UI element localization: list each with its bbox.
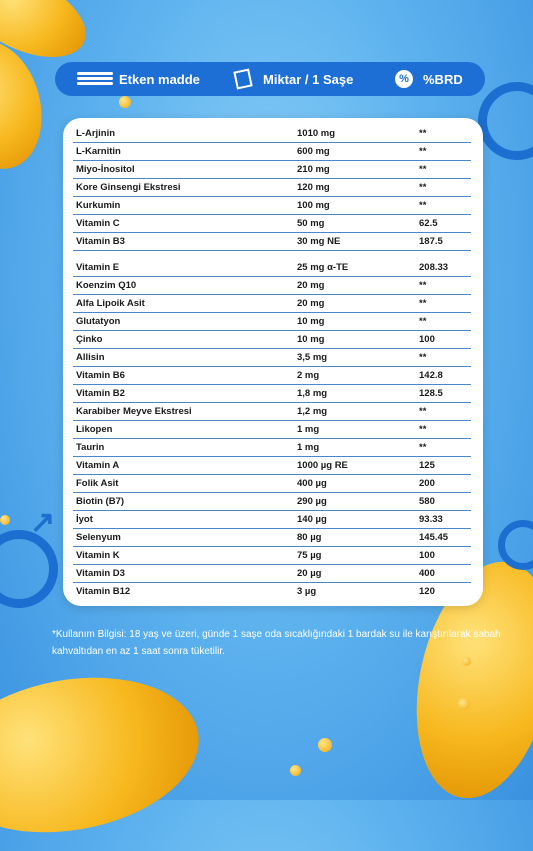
table-row: [73, 583, 471, 601]
ingredient-name: Vitamin A: [76, 460, 120, 471]
ingredient-brd: 200: [419, 478, 435, 489]
table-row: [73, 277, 471, 295]
table-row: [73, 125, 471, 143]
ingredient-amount: 400 µg: [297, 478, 327, 489]
ingredient-brd: **: [419, 280, 427, 291]
ingredient-brd: 125: [419, 460, 435, 471]
table-row: [73, 259, 471, 277]
ingredient-brd: 100: [419, 550, 435, 561]
ingredient-name: Biotin (B7): [76, 496, 125, 507]
ingredient-name: Vitamin K: [76, 550, 120, 561]
ingredient-amount: 3,5 mg: [297, 352, 328, 363]
ingredient-name: Selenyum: [76, 532, 121, 543]
ingredient-amount: 100 mg: [297, 200, 330, 211]
table-row: [73, 349, 471, 367]
row-divider: [73, 250, 471, 251]
ingredient-brd: 400: [419, 568, 435, 579]
header-col3-label: %BRD: [423, 71, 463, 87]
ingredient-name: Çinko: [76, 334, 103, 345]
ingredient-brd: 120: [419, 586, 435, 597]
ingredient-amount: 75 µg: [297, 550, 322, 561]
table-row: [73, 215, 471, 233]
table-row: [73, 197, 471, 215]
ingredient-brd: **: [419, 352, 427, 363]
ingredient-name: Miyo-İnositol: [76, 164, 135, 175]
table-row: [73, 475, 471, 493]
ingredient-brd: 208.33: [419, 262, 449, 273]
table-row: [73, 313, 471, 331]
ingredient-name: Karabiber Meyve Ekstresi: [76, 406, 192, 417]
ingredient-brd: 145.45: [419, 532, 449, 543]
ingredient-name: Allisin: [76, 352, 105, 363]
header-col-amount: [235, 62, 353, 96]
usage-note: *Kullanım Bilgisi: 18 yaş ve üzeri, günde 1 saşe oda sıcaklığındaki 1 bardak su ile karıştırılarak sabah kahvaltıdan en az 1 saat sonra tüketilir.: [52, 629, 501, 657]
juice-drop: [318, 738, 332, 752]
ingredient-amount: 1010 mg: [297, 128, 336, 139]
ingredient-name: Folik Asit: [76, 478, 119, 489]
table-row: [73, 421, 471, 439]
ingredient-name: L-Karnitin: [76, 146, 121, 157]
ingredient-name: Glutatyon: [76, 316, 121, 327]
table-row: [73, 547, 471, 565]
ingredient-amount: 1 mg: [297, 424, 320, 435]
ingredient-brd: **: [419, 316, 427, 327]
juice-drop: [0, 515, 10, 525]
ingredient-amount: 80 µg: [297, 532, 322, 543]
header-col1-label: Etken madde: [119, 71, 200, 87]
ingredient-name: Koenzim Q10: [76, 280, 137, 291]
table-row: [73, 511, 471, 529]
ingredient-brd: **: [419, 442, 427, 453]
ingredient-brd: 128.5: [419, 388, 443, 399]
male-symbol-icon-right: [478, 82, 533, 160]
arrow-icon: ↗: [30, 506, 56, 539]
ingredient-brd: 100: [419, 334, 435, 345]
ingredient-brd: **: [419, 128, 427, 139]
ingredient-amount: 20 mg: [297, 298, 325, 309]
ingredient-amount: 3 µg: [297, 586, 317, 597]
ingredient-amount: 50 mg: [297, 218, 325, 229]
sachet-icon: [233, 69, 252, 90]
table-row: [73, 403, 471, 421]
table-row: [73, 385, 471, 403]
table-row: [73, 233, 471, 251]
table-row: [73, 367, 471, 385]
table-row: [73, 161, 471, 179]
ingredient-name: Kore Ginsengi Ekstresi: [76, 182, 181, 193]
ingredient-name: Vitamin B2: [76, 388, 125, 399]
ingredient-amount: 120 mg: [297, 182, 330, 193]
percent-icon: %: [395, 70, 413, 88]
header-col-ingredient: [77, 62, 200, 96]
nutrition-table: [63, 118, 483, 606]
ingredient-brd: **: [419, 146, 427, 157]
ingredient-amount: 20 µg: [297, 568, 322, 579]
ingredient-name: Vitamin C: [76, 218, 120, 229]
ingredient-brd: **: [419, 200, 427, 211]
header-col-brd: [395, 62, 463, 96]
ingredient-amount: 20 mg: [297, 280, 325, 291]
ingredient-name: Vitamin B6: [76, 370, 125, 381]
table-row: [73, 565, 471, 583]
juice-drop: [290, 765, 301, 776]
male-symbol-icon-left: [0, 530, 58, 608]
ingredient-brd: 142.8: [419, 370, 443, 381]
ingredient-name: İyot: [76, 514, 93, 525]
ingredient-name: Vitamin B3: [76, 236, 125, 247]
header-col2-label: Miktar / 1 Saşe: [263, 71, 354, 87]
menu-lines-icon: [77, 72, 113, 86]
ingredient-amount: 25 mg α-TE: [297, 262, 349, 273]
table-header-bar: [55, 62, 485, 96]
table-row: [73, 143, 471, 161]
ingredient-brd: **: [419, 406, 427, 417]
ingredient-name: Kurkumin: [76, 200, 121, 211]
table-row: [73, 493, 471, 511]
ingredient-amount: 140 µg: [297, 514, 327, 525]
ingredient-name: Vitamin E: [76, 262, 120, 273]
ingredient-brd: 93.33: [419, 514, 443, 525]
ingredient-name: Taurin: [76, 442, 105, 453]
ingredient-brd: 580: [419, 496, 435, 507]
ingredient-brd: **: [419, 164, 427, 175]
juice-drop: [119, 96, 131, 108]
ingredient-amount: 10 mg: [297, 334, 325, 345]
table-row: [73, 457, 471, 475]
ingredient-brd: 62.5: [419, 218, 438, 229]
ingredient-name: Alfa Lipoik Asit: [76, 298, 145, 309]
ingredient-amount: 1 mg: [297, 442, 320, 453]
ingredient-name: Vitamin B12: [76, 586, 131, 597]
ingredient-brd: **: [419, 182, 427, 193]
ingredient-amount: 10 mg: [297, 316, 325, 327]
ingredient-brd: 187.5: [419, 236, 443, 247]
ingredient-amount: 1000 µg RE: [297, 460, 348, 471]
ingredient-amount: 290 µg: [297, 496, 327, 507]
juice-drop: [458, 698, 470, 710]
ingredient-amount: 600 mg: [297, 146, 330, 157]
table-row: [73, 439, 471, 457]
table-row: [73, 331, 471, 349]
juice-splash-bottom-left: [0, 659, 211, 851]
ingredient-amount: 210 mg: [297, 164, 330, 175]
ingredient-brd: **: [419, 298, 427, 309]
ingredient-amount: 1,2 mg: [297, 406, 328, 417]
ingredient-amount: 1,8 mg: [297, 388, 328, 399]
table-row: [73, 179, 471, 197]
table-row: [73, 295, 471, 313]
ingredient-amount: 30 mg NE: [297, 236, 341, 247]
ingredient-brd: **: [419, 424, 427, 435]
ingredient-amount: 2 mg: [297, 370, 320, 381]
ingredient-name: L-Arjinin: [76, 128, 116, 139]
ingredient-name: Likopen: [76, 424, 113, 435]
table-row: [73, 529, 471, 547]
ingredient-name: Vitamin D3: [76, 568, 125, 579]
